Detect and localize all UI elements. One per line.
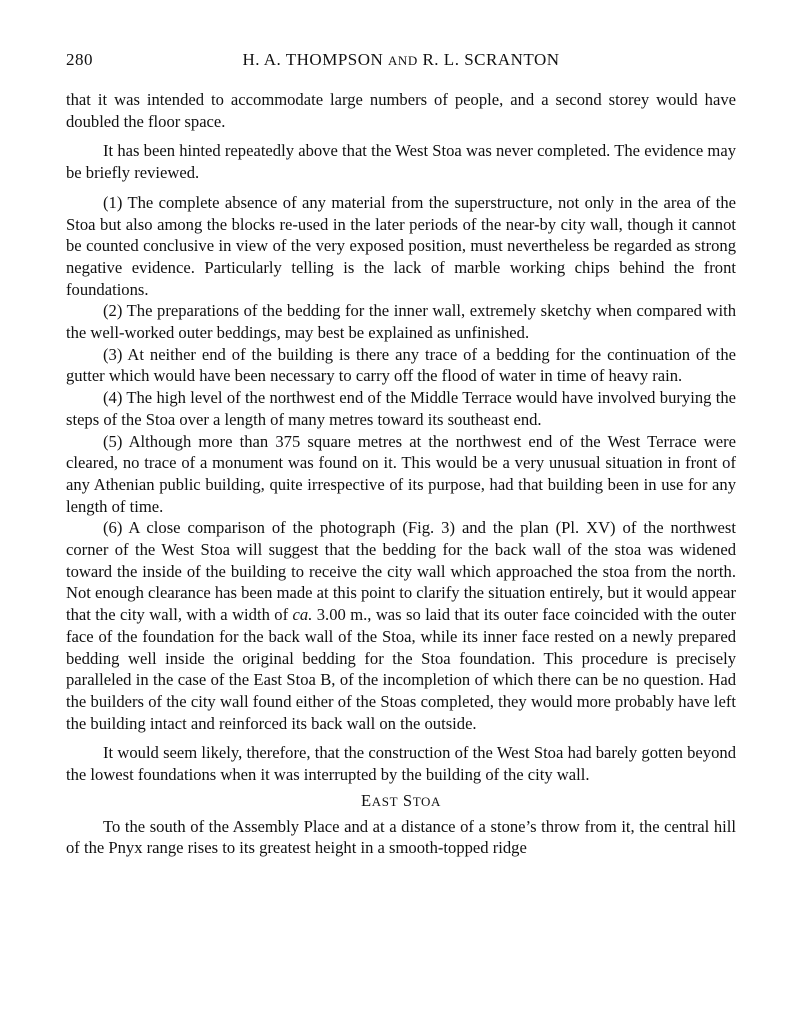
author1-initials: H. A. bbox=[242, 50, 282, 69]
page-number: 280 bbox=[66, 50, 93, 69]
evidence-item-3: (3) At neither end of the building is there any trace of a bedding for the continuation of the gutter which would have been necessary to carry off the flood of water in time of heavy rain. bbox=[66, 344, 736, 386]
author2-surname: SCRANTON bbox=[464, 50, 560, 69]
evidence-item-1: (1) The complete absence of any material from the superstructure, not only in the area of the Stoa but also among the blocks re-used in the later periods of the near-by city wall, though it cannot be counted conclusive in view of the very exposed position, must nevertheless be regarded as strong negative evidence. Particularly telling is the lack of marble working chips behind the front foundations. bbox=[66, 192, 736, 299]
paragraph-conclusion: It would seem likely, therefore, that the construction of the West Stoa had barely gotten beyond the lowest foundations when it was interrupted by the building of the city wall. bbox=[66, 743, 736, 785]
author2-initials: R. L. bbox=[422, 50, 460, 69]
paragraph-intro: It has been hinted repeatedly above that the West Stoa was never completed. The evidence may be briefly reviewed. bbox=[66, 141, 736, 183]
running-header bbox=[66, 50, 736, 74]
paragraph-continuation: that it was intended to accommodate large numbers of people, and a second storey would have doubled the floor space. bbox=[66, 90, 736, 131]
section-heading: EAST STOA bbox=[361, 790, 441, 810]
evidence-item-6: (6) A close comparison of the photograph (Fig. 3) and the plan (Pl. XV) of the northwest corner of the West Stoa will suggest that the bedding for the back wall of the stoa was widened toward the inside of the building to receive the city wall which approached the stoa from the north. Not enough clearance has been made at this point to clarify the situation entirely, but it would appear that the city wall, with a width of ca. 3.00 m., was so laid that its outer face coincided with the outer face of the foundation for the back wall of the Stoa, while its inner face rested on a newly prepared bedding well inside the original bedding for the Stoa foundation. This procedure is precisely paralleled in the case of the East Stoa B, of the incompletion of which there can be no question. Had the builders of the city wall found either of the Stoas completed, they would more probably have left the building intact and reinforced its back wall on the outside. bbox=[66, 518, 737, 733]
author1-surname: THOMPSON bbox=[285, 50, 384, 69]
paragraph-east-stoa: To the south of the Assembly Place and at a distance of a stone’s throw from it, the central hill of the Pnyx range rises to its greatest height in a smooth-topped ridge bbox=[66, 816, 736, 858]
conjunction: AND bbox=[388, 53, 418, 68]
evidence-item-4: (4) The high level of the northwest end of the Middle Terrace would have involved burying the steps of the Stoa over a length of many metres toward its southeast end. bbox=[66, 388, 736, 429]
abbrev-circa: ca. bbox=[292, 605, 313, 625]
evidence-item-5: (5) Although more than 375 square metres at the northwest end of the West Terrace were cleared, no trace of a monument was found on it. This would be a very unusual situation in front of any Athenian public building, quite irrespective of its purpose, had that building been in use for any length of time. bbox=[66, 431, 736, 516]
body-text bbox=[66, 89, 736, 859]
running-head-authors bbox=[66, 50, 736, 70]
evidence-item-2: (2) The preparations of the bedding for the inner wall, extremely sketchy when compared with the well-worked outer beddings, may best be explained as unfinished. bbox=[66, 301, 736, 343]
